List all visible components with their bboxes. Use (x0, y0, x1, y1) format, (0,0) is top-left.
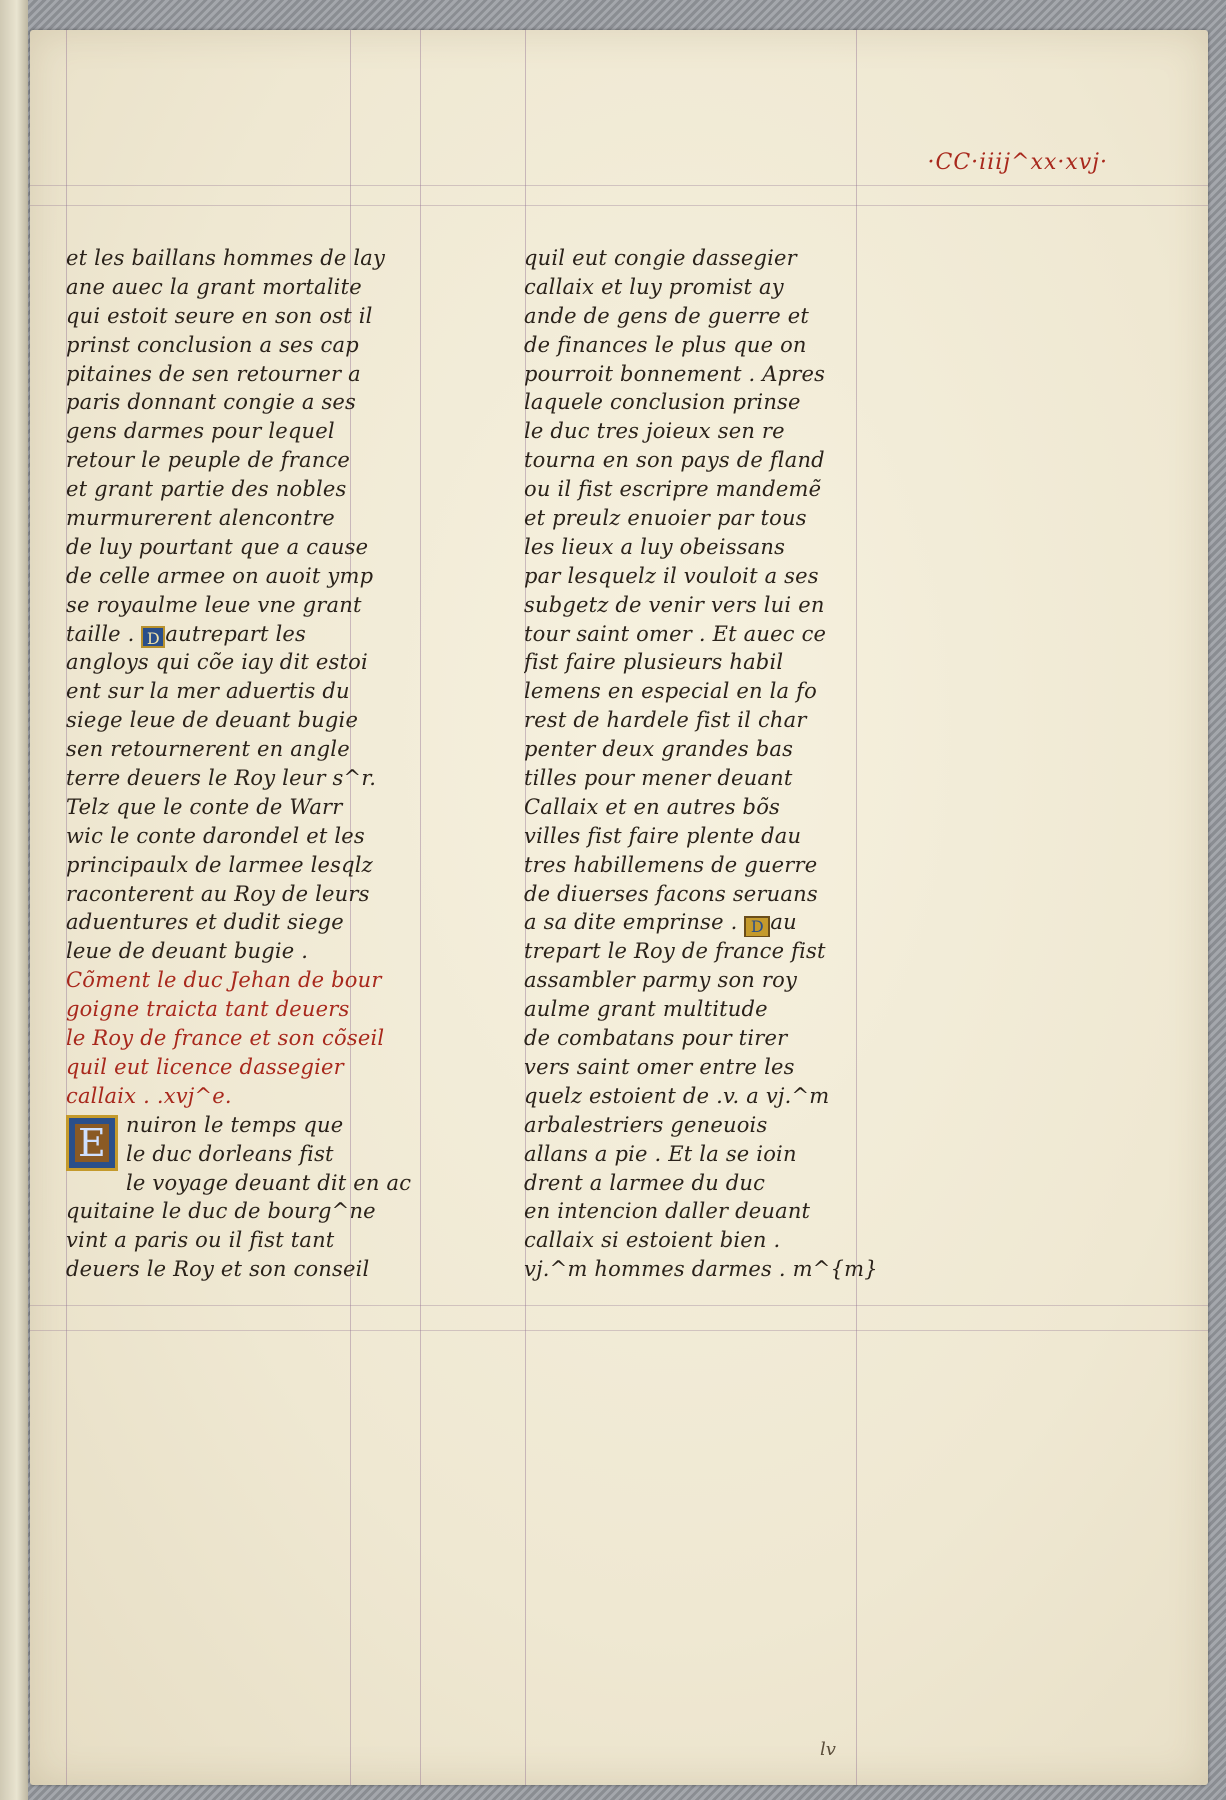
text-line (524, 331, 884, 360)
line-text: ent sur la mer aduertis du (66, 679, 350, 704)
text-line (524, 1082, 884, 1111)
line-text: de celle armee on auoit ymp (66, 563, 374, 588)
text-line (66, 331, 426, 360)
text-line (524, 764, 884, 793)
text-line (66, 648, 426, 677)
text-line (66, 504, 426, 533)
text-line (524, 273, 884, 302)
text-line (66, 417, 426, 446)
line-text: penter deux grandes bas (524, 737, 794, 762)
line-text: terre deuers le Roy leur s^r. (66, 766, 377, 791)
line-text: ane auec la grant mortalite (66, 274, 362, 299)
line-text: subgetz de venir vers lui en (524, 592, 825, 617)
line-text: drent a larmee du duc (524, 1170, 766, 1195)
line-text: allans a pie . Et la se ioin (524, 1141, 797, 1166)
text-line (66, 1053, 426, 1082)
line-text: de diuerses facons seruans (524, 881, 818, 906)
text-line (524, 1024, 884, 1053)
line-text: en intencion daller deuant (524, 1199, 811, 1224)
line-text: sen retournerent en angle (66, 737, 350, 762)
text-line (66, 677, 426, 706)
line-text: tres habillemens de guerre (524, 852, 818, 877)
text-line (66, 591, 426, 620)
line-text: retour le peuple de france (66, 448, 351, 473)
text-line (66, 360, 426, 389)
line-text: quil eut licence dassegier (66, 1054, 344, 1079)
text-line (126, 1169, 426, 1198)
text-line (524, 880, 884, 909)
text-line (524, 908, 884, 937)
text-line (524, 388, 884, 417)
decorated-initial: D (744, 916, 770, 937)
text-line (66, 1255, 426, 1284)
text-line (524, 1255, 884, 1284)
folio-number: ·CC·iiij^xx·xvj· (927, 150, 1108, 175)
text-line (66, 764, 426, 793)
line-text: pourroit bonnement . Apres (524, 361, 826, 386)
line-text: angloys qui cõe iay dit estoi (66, 650, 368, 675)
text-line (66, 1082, 426, 1111)
line-text: goigne traicta tant deuers (66, 997, 350, 1022)
decorated-initial: D (141, 626, 165, 648)
text-line (66, 302, 426, 331)
line-text: les lieux a luy obeissans (524, 534, 786, 559)
line-text: de combatans pour tirer (524, 1026, 788, 1051)
text-line (66, 620, 426, 649)
text-line (66, 1024, 426, 1053)
line-text: tour saint omer . Et auec ce (524, 621, 827, 646)
text-line (524, 735, 884, 764)
line-text: et les baillans hommes de lay (66, 246, 386, 270)
text-line (524, 244, 884, 273)
foot-mark: lv (820, 1739, 836, 1760)
line-text-after-initial: au (770, 910, 797, 935)
line-text: le Roy de france et son cõseil (66, 1026, 385, 1051)
text-line (66, 388, 426, 417)
text-line (524, 1111, 884, 1140)
text-line (524, 995, 884, 1024)
line-text: Callaix et en autres bõs (524, 794, 781, 819)
text-line (66, 908, 426, 937)
line-text: rest de hardele fist il char (524, 708, 807, 733)
line-text: quil eut congie dassegier (524, 246, 797, 270)
line-text: murmurerent alencontre (66, 506, 335, 531)
line-text: wic le conte darondel et les (66, 823, 365, 848)
text-line (126, 1140, 426, 1169)
text-line (66, 880, 426, 909)
line-text: trepart le Roy de france fist (524, 939, 826, 964)
text-line (524, 475, 884, 504)
line-text: callaix si estoient bien . (524, 1228, 781, 1253)
line-text: vers saint omer entre les (524, 1054, 795, 1079)
line-text: paris donnant congie a ses (66, 390, 357, 415)
line-text: par lesquelz il vouloit a ses (524, 563, 819, 588)
line-text: de finances le plus que on (524, 332, 807, 357)
text-line (66, 475, 426, 504)
text-line (524, 1169, 884, 1198)
line-text: Telz que le conte de Warr (66, 794, 343, 819)
line-text: qui estoit seure en son ost il (66, 303, 373, 328)
text-line (66, 793, 426, 822)
line-text: arbalestriers geneuois (524, 1112, 768, 1137)
line-text: laquele conclusion prinse (524, 390, 801, 415)
line-text: taille . (66, 621, 135, 646)
text-line (524, 302, 884, 331)
line-text: raconterent au Roy de leurs (66, 881, 370, 906)
text-line (524, 1053, 884, 1082)
text-line (524, 620, 884, 649)
text-line (524, 360, 884, 389)
line-text: a sa dite emprinse . (524, 910, 738, 935)
text-line (66, 851, 426, 880)
text-line (66, 706, 426, 735)
text-line (66, 995, 426, 1024)
text-line (66, 937, 426, 966)
text-line (66, 446, 426, 475)
line-text: leue de deuant bugie . (66, 939, 309, 964)
text-line (66, 244, 426, 273)
book-edge (0, 0, 28, 1800)
text-line (524, 851, 884, 880)
line-text: et grant partie des nobles (66, 477, 347, 502)
illuminated-initial: E (66, 1115, 118, 1171)
line-text: vint a paris ou il fist tant (66, 1228, 335, 1253)
line-text: assambler parmy son roy (524, 968, 798, 993)
line-text: ou il fist escripre mandemẽ (524, 477, 822, 502)
text-line (524, 1226, 884, 1255)
ruling-horizontal (30, 205, 1208, 206)
text-line (524, 937, 884, 966)
text-line (126, 1111, 426, 1140)
line-text: fist faire plusieurs habil (524, 650, 784, 675)
line-text: le duc dorleans fist (126, 1141, 334, 1166)
line-text: nuiron le temps que (126, 1112, 344, 1137)
line-text: deuers le Roy et son conseil (66, 1257, 370, 1282)
line-text: de luy pourtant que a cause (66, 534, 369, 559)
text-line (524, 822, 884, 851)
line-text: gens darmes pour lequel (66, 419, 335, 444)
text-line (66, 966, 426, 995)
text-line (524, 562, 884, 591)
ruling-horizontal (30, 1305, 1208, 1306)
line-text: le duc tres joieux sen re (524, 419, 785, 444)
line-text: quelz estoient de .v. a vj.^m (524, 1083, 830, 1108)
line-text: aulme grant multitude (524, 997, 768, 1022)
line-text: prinst conclusion a ses cap (66, 332, 359, 357)
text-line (524, 1197, 884, 1226)
text-line (524, 591, 884, 620)
line-text-after-initial: autrepart les (165, 621, 306, 646)
text-line (66, 735, 426, 764)
line-text: pitaines de sen retourner a (66, 361, 361, 386)
ruling-horizontal (30, 1330, 1208, 1331)
line-text: tourna en son pays de fland (524, 448, 825, 473)
text-line (66, 1197, 426, 1226)
line-text: quitaine le duc de bourg^ne (66, 1199, 376, 1224)
text-line (524, 966, 884, 995)
line-text: callaix . .xvj^e. (66, 1083, 232, 1108)
text-line (524, 533, 884, 562)
line-text: vj.^m hommes darmes . m^{m} (524, 1257, 878, 1282)
line-text: se royaulme leue vne grant (66, 592, 362, 617)
text-column-left (66, 244, 426, 1284)
text-line (524, 1140, 884, 1169)
line-text: aduentures et dudit siege (66, 910, 344, 935)
ruling-horizontal (30, 185, 1208, 186)
text-line (524, 446, 884, 475)
text-line (524, 677, 884, 706)
text-line (66, 562, 426, 591)
line-text: Cõment le duc Jehan de bour (66, 968, 382, 993)
text-line (524, 504, 884, 533)
line-text: callaix et luy promist ay (524, 274, 784, 299)
line-text: et preulz enuoier par tous (524, 506, 807, 531)
text-line (524, 417, 884, 446)
line-text: principaulx de larmee lesqlz (66, 852, 373, 877)
text-line (66, 533, 426, 562)
text-line (66, 822, 426, 851)
text-line (524, 648, 884, 677)
text-line (66, 273, 426, 302)
text-line (524, 706, 884, 735)
text-line (66, 1226, 426, 1255)
line-text: ande de gens de guerre et (524, 303, 809, 328)
line-text: villes fist faire plente dau (524, 823, 802, 848)
text-line (524, 793, 884, 822)
line-text: tilles pour mener deuant (524, 766, 793, 791)
line-text: siege leue de deuant bugie (66, 708, 359, 733)
text-column-right (524, 244, 884, 1284)
line-text: lemens en especial en la fo (524, 679, 817, 704)
line-text: le voyage deuant dit en ac (126, 1170, 412, 1195)
